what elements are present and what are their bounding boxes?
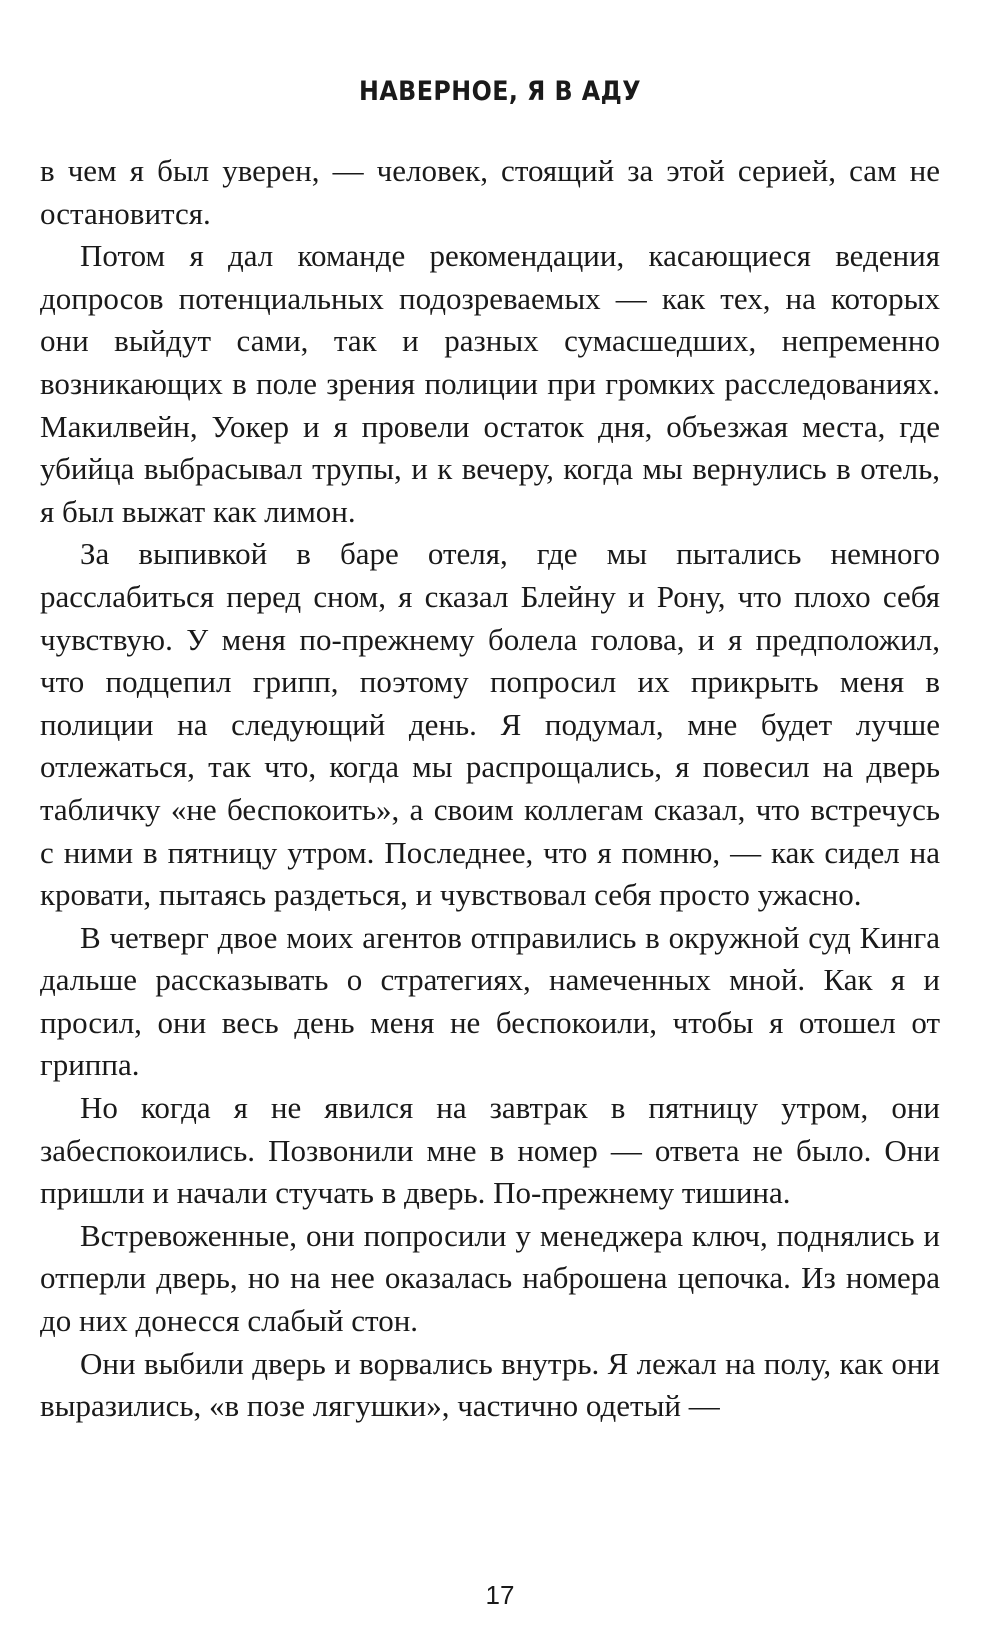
body-text (40, 150, 940, 1428)
paragraph: Но когда я не явился на завтрак в пятницу утром, они забеспокоились. Позвонили мне в номер — ответа не было. Они пришли и начали стучать в дверь. По-прежнему тишина. (40, 1090, 940, 1211)
paragraph: Встревоженные, они попросили у менеджера ключ, поднялись и отперли дверь, но на нее оказалась наброшена цепочка. Из номера до них донесся слабый стон. (40, 1217, 940, 1339)
paragraph: За выпивкой в баре отеля, где мы пытались немного расслабиться перед сном, я сказал Блейну и Рону, что плохо себя чувствую. У меня по-прежнему болела голова, и я предположил, что подцепил грипп, поэтому попросил их прикрыть меня в полиции на следующий день. Я подумал, мне будет лучше отлежаться, так что, когда мы распрощались, я повесил на дверь табличку «не беспокоить», а своим коллегам сказал, что встречусь с ними в пятницу утром. Последнее, что я помню, — как сидел на кровати, пытаясь раздеться, и чувствовал себя просто ужасно. (40, 536, 940, 913)
page-number: 17 (485, 1580, 515, 1610)
paragraph: Потом я дал команде рекомендации, касающиеся ведения допросов потенциальных подозреваемых — как тех, на которых они выйдут сами, так и разных сумасшедших, непременно возникающих в поле зрения полиции при громких расследованиях. Макилвейн, Уокер и я провели остаток дня, объезжая места, где убийца выбрасывал трупы, и к вечеру, когда мы вернулись в отель, я был выжат как лимон. (40, 238, 940, 529)
paragraph: в чем я был уверен, — человек, стоящий за этой серией, сам не остановится. (40, 153, 940, 231)
paragraph: Они выбили дверь и ворвались внутрь. Я лежал на полу, как они выразились, «в позе лягушки», частично одетый — (40, 1345, 940, 1424)
paragraph: В четверг двое моих агентов отправились в окружной суд Кинга дальше рассказывать о стратегиях, намеченных мной. Как я и просил, они весь день меня не беспокоили, чтобы я отошел от гриппа. (40, 919, 940, 1083)
book-page (40, 0, 960, 1642)
running-head: НАВЕРНОЕ, Я В АДУ (359, 76, 641, 107)
